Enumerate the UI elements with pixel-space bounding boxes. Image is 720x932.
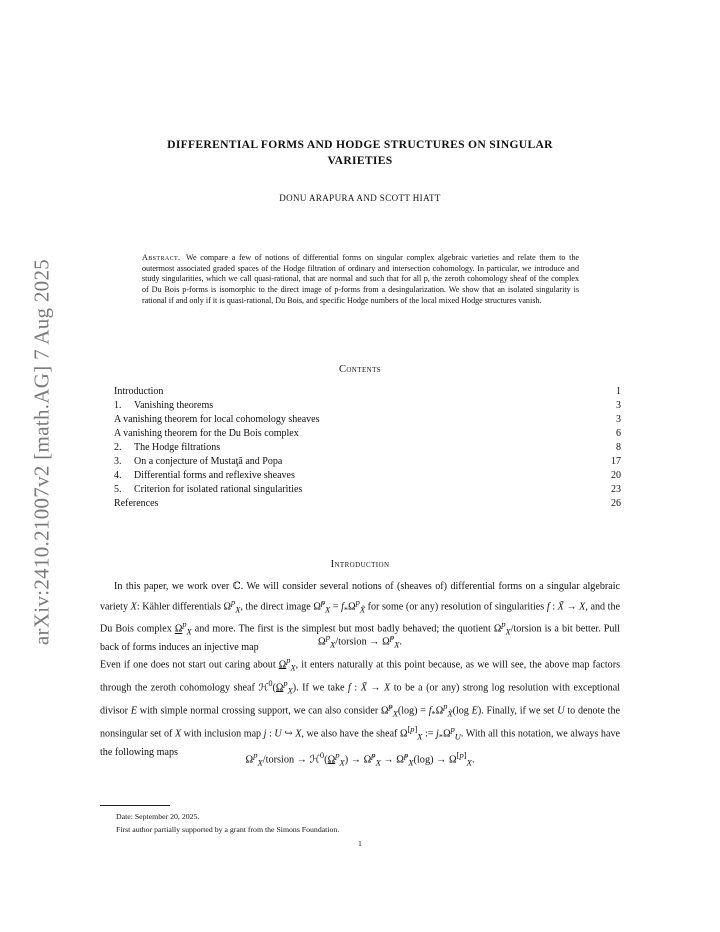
toc-entry-label	[114, 413, 320, 427]
toc-entry-page: 8	[616, 442, 621, 453]
toc-entry-number: 2.	[114, 442, 122, 453]
toc-entry-title: The Hodge filtrations	[134, 442, 221, 453]
toc-entry-title: On a conjecture of Mustaţă and Popa	[134, 456, 283, 467]
abstract	[142, 253, 579, 307]
footnote-support: First author partially supported by a grant from the Simons Foundation.	[116, 825, 340, 834]
toc-entry-page: 20	[611, 470, 621, 481]
title-line-1: DIFFERENTIAL FORMS AND HODGE STRUCTURES ON SINGULAR	[167, 138, 553, 151]
toc-entry-page: 3	[616, 400, 621, 411]
toc-entry-page: 17	[611, 456, 621, 467]
table-of-contents	[114, 385, 621, 511]
toc-entry[interactable]	[114, 497, 621, 511]
toc-entry-title: Introduction	[114, 386, 164, 397]
toc-entry-label	[114, 385, 163, 399]
toc-entry-title: A vanishing theorem for the Du Bois complex	[114, 428, 299, 439]
paper-title	[120, 137, 600, 169]
display-equation-2: $\Omega^p_X$/torsion → $ℋ^0(\Omega^p_X)$ → Ω̃$^p_X$ → Ω̃$^p_X$(log) → $\Omega[p]_X$.	[245, 750, 475, 768]
toc-entry-title: Vanishing theorems	[134, 400, 214, 411]
abstract-label: Abstract.	[142, 253, 181, 262]
toc-entry[interactable]	[114, 427, 621, 441]
toc-entry-label	[114, 399, 213, 413]
toc-entry[interactable]	[114, 441, 621, 455]
abstract-text: We compare a few of notions of differential forms on singular complex algebraic varieties and relate them to the outermost associated graded spaces of the Hodge filtration of ordinary and intersection cohomology. In particular, we introduce and study singularities, which we call quasi-rational, that are normal and such that for all p, the zeroth cohomology sheaf of the complex of Du Bois p-forms is isomorphic to the direct image of p-forms from a desingularization. We show that an isolated singularity is rational if and only if it is quasi-rational, Du Bois, and specific Hodge numbers of the local mixed Hodge structures vanish.	[142, 253, 579, 305]
authors: DONU ARAPURA AND SCOTT HIATT	[279, 193, 441, 203]
toc-entry-label	[114, 483, 302, 497]
display-equation-1: $\Omega^p_X$/torsion → Ω̃$^p_X$.	[318, 632, 402, 650]
toc-entry-number: 4.	[114, 470, 122, 481]
toc-entry-page: 3	[616, 414, 621, 425]
toc-entry-title: References	[114, 498, 159, 509]
footnote-date: Date: September 20, 2025.	[116, 812, 200, 821]
toc-entry-title: Differential forms and reflexive sheaves	[134, 470, 295, 481]
toc-entry-page: 1	[616, 386, 621, 397]
intro-paragraph-2: Even if one does not start out caring about $\Omega^p_X$, it enters naturally at this point because, as we will see, the above map factors through the zeroth cohomology sheaf $ℋ^0(\Omega^p_X)$. If we take f : X̃ → X to be a (or any) strong log resolution with exceptional divisor E with simple normal crossing support, we can also consider Ω̃$^p_X$(log) = $f_*\Omega^p_{X̃}(\log$ E). Finally, if we set U to denote the nonsingular set of X with inclusion map j : U ↪ X, we also have the sheaf $\Omega[p]_X$ := $j_*\Omega^p_U$. With all this notation, we always have the following maps	[100, 656, 621, 758]
footnote-divider	[100, 805, 170, 806]
title-line-2: VARIETIES	[327, 154, 393, 167]
introduction-heading: Introduction	[330, 559, 390, 570]
toc-entry-label	[114, 455, 282, 469]
arxiv-identifier-stamp: arXiv:2410.21007v2 [math.AG] 7 Aug 2025	[29, 258, 54, 646]
toc-entry[interactable]	[114, 469, 621, 483]
toc-entry-page: 26	[611, 498, 621, 509]
toc-entry-title: Criterion for isolated rational singularities	[134, 484, 303, 495]
toc-entry-label	[114, 427, 299, 441]
toc-entry-number: 1.	[114, 400, 122, 411]
toc-entry-page: 6	[616, 428, 621, 439]
toc-entry[interactable]	[114, 399, 621, 413]
toc-entry-title: A vanishing theorem for local cohomology sheaves	[114, 414, 320, 425]
page-number: 1	[358, 839, 362, 848]
toc-entry[interactable]	[114, 385, 621, 399]
toc-entry-label	[114, 497, 158, 511]
toc-entry[interactable]	[114, 483, 621, 497]
toc-entry-label	[114, 441, 220, 455]
toc-entry[interactable]	[114, 413, 621, 427]
toc-entry-number: 5.	[114, 484, 122, 495]
toc-entry-label	[114, 469, 295, 483]
toc-entry-number: 3.	[114, 456, 122, 467]
contents-heading: Contents	[338, 364, 382, 375]
intro-paragraph-1: In this paper, we work over ℂ. We will consider several notions of (sheaves of) differential forms on a singular algebraic variety X: Kähler differentials $\Omega^p_X$, the direct image Ω̃$^p_X$ = $f_*\Omega^p_{X̃}$ for some (or any) resolution of singularities f : X̃ → X, and the Du Bois complex $\Omega^p_X$ and more. The first is the simplest but most badly behaved; the quotient $\Omega^p_X$/torsion is a bit better. Pull back of forms induces an injective map	[100, 581, 621, 654]
toc-entry-page: 23	[611, 484, 621, 495]
toc-entry[interactable]	[114, 455, 621, 469]
